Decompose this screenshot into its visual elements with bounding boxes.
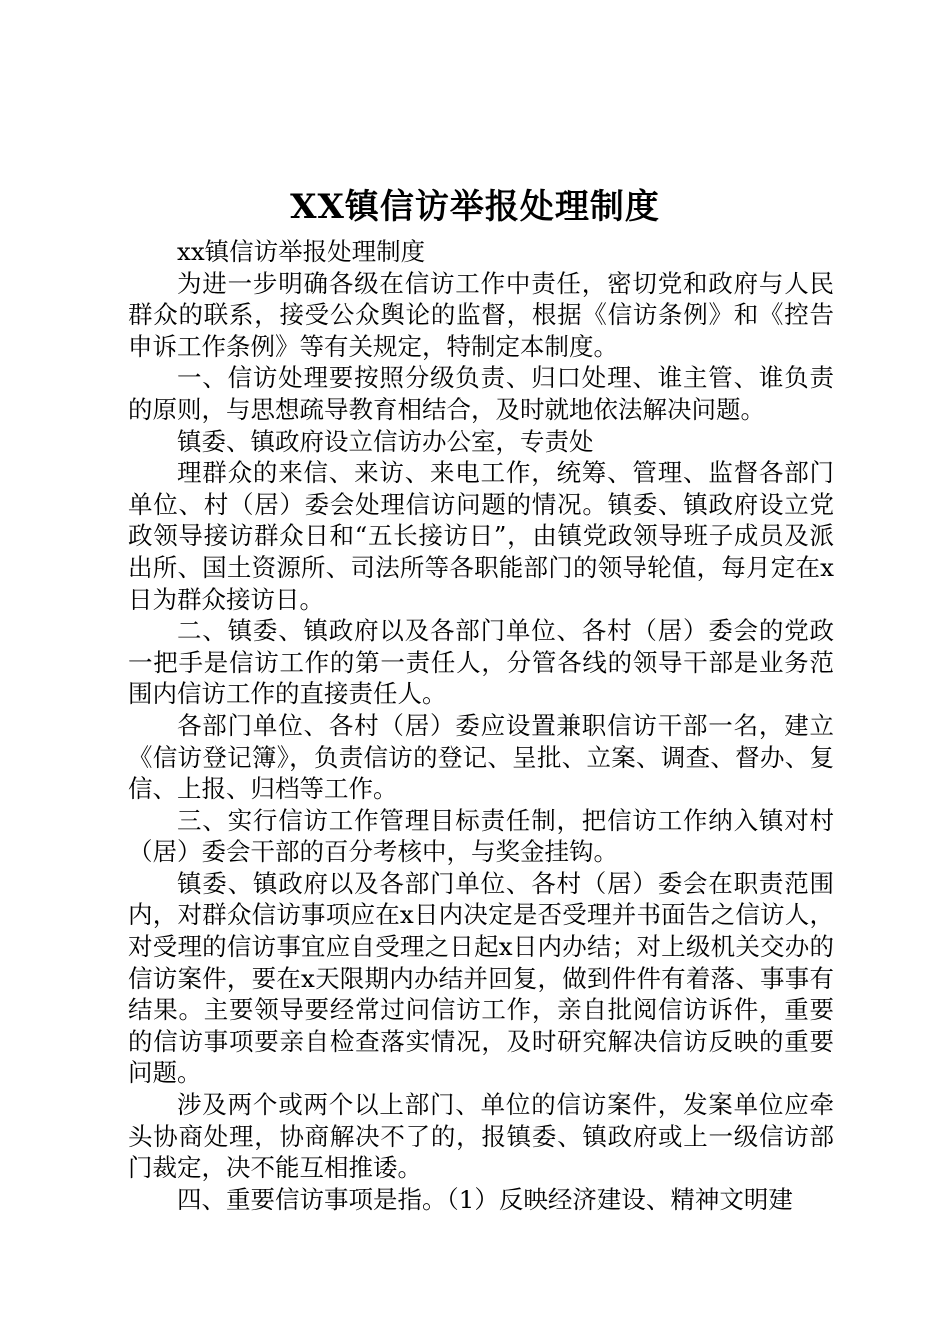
paragraph-section-1: 一、信访处理要按照分级负责、归口处理、谁主管、谁负责的原则，与思想疏导教育相结合，及时就地依法解决问题。	[128, 363, 834, 424]
document-title: XX镇信访举报处理制度	[290, 187, 660, 227]
paragraph-section-3: 三、实行信访工作管理目标责任制，把信访工作纳入镇对村（居）委会干部的百分考核中，与奖金挂钩。	[128, 805, 834, 867]
document-body	[128, 236, 834, 1215]
paragraph-coordination: 涉及两个或两个以上部门、单位的信访案件，发案单位应牵头协商处理，协商解决不了的，报镇委、镇政府或上一级信访部门裁定，决不能互相推诿。	[128, 1090, 834, 1183]
paragraph-staffing: 各部门单位、各村（居）委应设置兼职信访干部一名，建立《信访登记簿》，负责信访的登记、呈批、立案、调查、督办、复信、上报、归档等工作。	[128, 710, 834, 804]
paragraph-intro: 为进一步明确各级在信访工作中责任，密切党和政府与人民群众的联系，接受公众舆论的监督，根据《信访条例》和《控告申诉工作条例》等有关规定，特制定本制度。	[128, 268, 834, 361]
paragraph-section-4: 四、重要信访事项是指。（1）反映经济建设、精神文明建	[177, 1184, 793, 1214]
paragraph-office-duties: 理群众的来信、来访、来电工作，统筹、管理、监督各部门单位、村（居）委会处理信访问题的情况。镇委、镇政府设立党政领导接访群众日和“五长接访日”，由镇党政领导班子成员及派出所、国土资源所、司法所等各职能部门的领导轮值，每月定在x日为群众接访日。	[128, 458, 834, 614]
paragraph-deadlines: 镇委、镇政府以及各部门单位、各村（居）委会在职责范围内，对群众信访事项应在x日内决定是否受理并书面告之信访人，对受理的信访事宜应自受理之日起x日内办结；对上级机关交办的信访案件，要在x天限期内办结并回复，做到件件有着落、事事有结果。主要领导要经常过问信访工作，亲自批阅信访诉件，重要的信访事项要亲自检查落实情况，及时研究解决信访反映的重要问题。	[128, 868, 834, 1088]
document-subtitle: xx镇信访举报处理制度	[177, 237, 426, 266]
paragraph-office-setup: 镇委、镇政府设立信访办公室，专责处	[177, 426, 594, 456]
paragraph-section-2: 二、镇委、镇政府以及各部门单位、各村（居）委会的党政一把手是信访工作的第一责任人，分管各线的领导干部是业务范围内信访工作的直接责任人。	[128, 616, 834, 709]
